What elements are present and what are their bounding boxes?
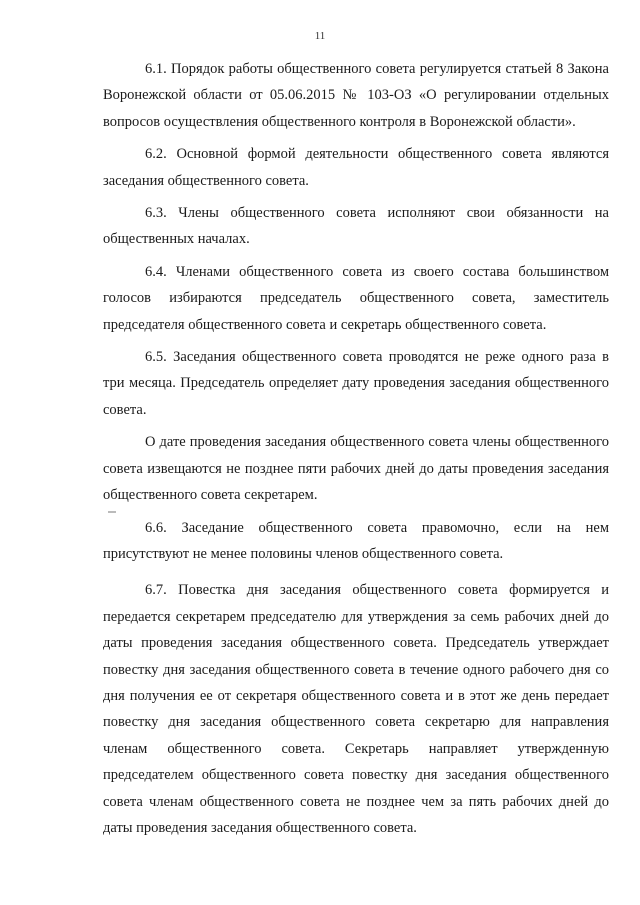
- scan-mark: [108, 511, 116, 513]
- document-body: [103, 56, 609, 847]
- paragraph-6-5: 6.5. Заседания общественного совета проводятся не реже одного раза в три месяца. Председатель определяет дату проведения заседания общественного совета.: [103, 349, 609, 418]
- paragraph-6-1: 6.1. Порядок работы общественного совета регулируется статьей 8 Закона Воронежской области от 05.06.2015 № 103-ОЗ «О регулировании отдельных вопросов осуществления общественного контроля в Воронежской области».: [103, 61, 609, 130]
- paragraph-6-2: 6.2. Основной формой деятельности общественного совета являются заседания общественного совета.: [103, 146, 609, 189]
- paragraph-6-6: 6.6. Заседание общественного совета правомочно, если на нем присутствуют не менее половины членов общественного совета.: [103, 519, 609, 562]
- page-number: 11: [314, 30, 326, 42]
- paragraph-6-5-notice: О дате проведения заседания общественного совета члены общественного совета извещаются не позднее пяти рабочих дней до даты проведения заседания общественного совета секретарем.: [103, 434, 609, 504]
- paragraph-6-7: 6.7. Повестка дня заседания общественного совета формируется и передается секретарем председателю для утверждения за семь рабочих дней до даты проведения заседания общественного совета. Председатель утверждает повестку дня заседания общественного совета в течение одного рабочего дня со дня получения ее от секретаря общественного совета и в этот же день передает повестку дня заседания общественного совета секретарю для направления членам общественного совета. Секретарь направляет утвержденную председателем общественного совета повестку дня заседания общественного совета членам общественного совета не позднее чем за пять рабочих дней до даты проведения заседания общественного совета.: [103, 582, 609, 836]
- paragraph-6-4: 6.4. Членами общественного совета из своего состава большинством голосов избираются председатель общественного совета, заместитель председателя общественного совета и секретарь общественного совета.: [103, 263, 609, 333]
- paragraph-6-3: 6.3. Члены общественного совета исполняют свои обязанности на общественных началах.: [103, 205, 609, 248]
